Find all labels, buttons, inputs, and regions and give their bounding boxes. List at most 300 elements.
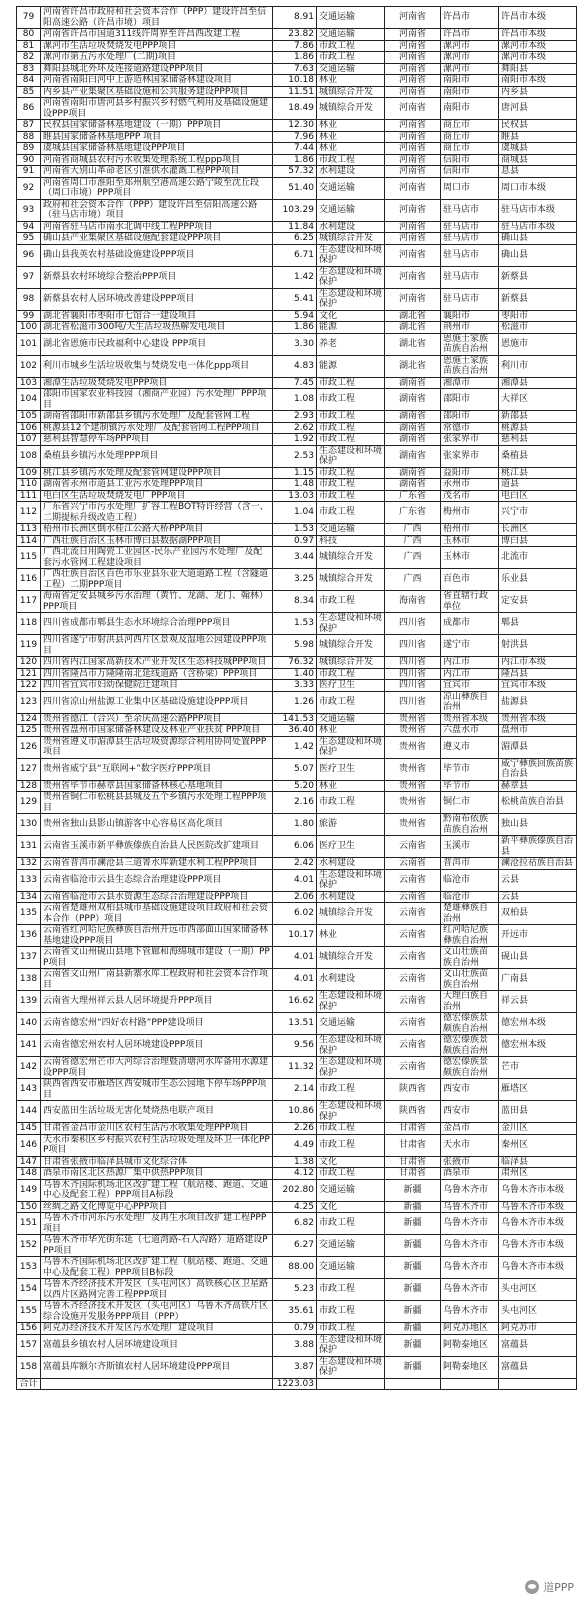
cell-no: 84 <box>17 75 41 87</box>
cell-county: 桑植县 <box>499 445 577 467</box>
cell-project-name: 云南省大理州祥云县人居环境提升PPP项目 <box>41 991 273 1013</box>
cell-province: 河南省 <box>385 154 441 166</box>
cell-province: 云南省 <box>385 1013 441 1035</box>
cell-investment-amount: 3.25 <box>273 569 317 591</box>
cell-county: 乌鲁木齐市本级 <box>499 1257 577 1279</box>
cell-investment-amount: 2.06 <box>273 891 317 903</box>
table-row <box>17 1156 577 1168</box>
cell-county: 内乡县 <box>499 86 577 98</box>
cell-county: 德宏州本级 <box>499 1035 577 1057</box>
cell-sector: 市政工程 <box>317 691 385 713</box>
cell-city: 南阳市 <box>441 86 499 98</box>
cell-province: 河南省 <box>385 266 441 288</box>
cell-sector: 养老 <box>317 333 385 355</box>
cell-project-name: 乌鲁木齐市河东污水处理厂及再生水项目改扩建工程PPP项目 <box>41 1213 273 1235</box>
cell-project-name: 云南省德宏州“四好农村路”PPP建设项目 <box>41 1013 273 1035</box>
cell-county: 乌鲁木齐市本级 <box>499 1201 577 1213</box>
table-row <box>17 713 577 725</box>
cell-no: 154 <box>17 1279 41 1301</box>
cell-sector: 市政工程 <box>317 377 385 389</box>
table-row <box>17 199 577 221</box>
cell-project-name: 乌鲁木齐国际机场北区改扩建工程（航站楼、跑道、交通中心及配套工程）PPP项目A标段 <box>41 1179 273 1201</box>
cell-sector: 市政工程 <box>317 502 385 524</box>
total-blank <box>41 1378 273 1390</box>
cell-investment-amount: 141.53 <box>273 713 317 725</box>
cell-no: 93 <box>17 199 41 221</box>
cell-investment-amount: 1.42 <box>273 266 317 288</box>
table-row <box>17 680 577 692</box>
cell-no: 115 <box>17 547 41 569</box>
cell-investment-amount: 16.62 <box>273 991 317 1013</box>
cell-province: 新疆 <box>385 1301 441 1323</box>
cell-investment-amount: 6.82 <box>273 1213 317 1235</box>
cell-no: 144 <box>17 1101 41 1123</box>
cell-county: 新蔡县 <box>499 288 577 310</box>
cell-investment-amount: 4.01 <box>273 869 317 891</box>
cell-sector: 交通运输 <box>317 29 385 41</box>
cell-province: 湖北省 <box>385 333 441 355</box>
cell-project-name: 甘肃省张掖市临泽县城市文化综合体 <box>41 1156 273 1168</box>
cell-project-name: 贵州省遵义市湄潭县生活垃圾资源综合利用协同处置PPP项目 <box>41 736 273 758</box>
table-row <box>17 434 577 446</box>
cell-no: 112 <box>17 502 41 524</box>
cell-city: 南阳市 <box>441 98 499 120</box>
cell-county: 独山县 <box>499 814 577 836</box>
table-row <box>17 98 577 120</box>
cell-no: 86 <box>17 98 41 120</box>
cell-project-name: 四川省隆昌市万隆隆南北延线道路（含桥梁）PPP项目 <box>41 668 273 680</box>
cell-city: 普洱市 <box>441 858 499 870</box>
cell-province: 贵州省 <box>385 780 441 792</box>
cell-no: 119 <box>17 635 41 657</box>
cell-project-name: 云南省红河哈尼族彝族自治州开远市西部面山国家储备林基地建设PPP项目 <box>41 925 273 947</box>
cell-investment-amount: 1.92 <box>273 434 317 446</box>
cell-city: 乌鲁木齐市 <box>441 1301 499 1323</box>
cell-sector: 生态建设和环境保护 <box>317 1057 385 1079</box>
cell-investment-amount: 8.34 <box>273 591 317 613</box>
cell-no: 105 <box>17 411 41 423</box>
cell-investment-amount: 3.88 <box>273 1334 317 1356</box>
cell-sector: 交通运输 <box>317 7 385 29</box>
cell-city: 西安市 <box>441 1079 499 1101</box>
cell-no: 123 <box>17 691 41 713</box>
table-row <box>17 1101 577 1123</box>
cell-county: 射洪县 <box>499 635 577 657</box>
cell-investment-amount: 2.42 <box>273 858 317 870</box>
cell-project-name: 云南省德宏州芒市大河综合治理暨清塘河水库备用水源建设PPP项目 <box>41 1057 273 1079</box>
cell-no: 153 <box>17 1257 41 1279</box>
cell-county: 息县 <box>499 166 577 178</box>
table-row <box>17 1134 577 1156</box>
cell-no: 95 <box>17 233 41 245</box>
cell-province: 甘肃省 <box>385 1123 441 1135</box>
cell-no: 98 <box>17 288 41 310</box>
cell-city: 宜宾市 <box>441 680 499 692</box>
cell-city: 临沧市 <box>441 891 499 903</box>
cell-county: 驻马店市本级 <box>499 221 577 233</box>
cell-province: 贵州省 <box>385 758 441 780</box>
cell-no: 104 <box>17 389 41 411</box>
table-row <box>17 63 577 75</box>
cell-city: 乌鲁木齐市 <box>441 1235 499 1257</box>
table-row <box>17 1323 577 1335</box>
table-row <box>17 322 577 334</box>
cell-investment-amount: 8.91 <box>273 7 317 29</box>
cell-no: 141 <box>17 1035 41 1057</box>
cell-city: 金昌市 <box>441 1123 499 1135</box>
total-amount: 1223.03 <box>273 1378 317 1390</box>
cell-province: 云南省 <box>385 891 441 903</box>
cell-county: 兴宁市 <box>499 502 577 524</box>
table-row <box>17 691 577 713</box>
table-row <box>17 1013 577 1035</box>
table-row <box>17 814 577 836</box>
cell-sector: 水利建设 <box>317 858 385 870</box>
table-row <box>17 1334 577 1356</box>
cell-city: 商丘市 <box>441 120 499 132</box>
table-row <box>17 411 577 423</box>
cell-project-name: 虞城县国家储备林基地建设PPP项目 <box>41 143 273 155</box>
cell-sector: 城镇综合开发 <box>317 635 385 657</box>
table-row <box>17 869 577 891</box>
cell-project-name: 贵州省铜仁市松桃县县城及五个乡镇污水处理工程PPP项目 <box>41 792 273 814</box>
cell-city: 毕节市 <box>441 780 499 792</box>
cell-county: 民权县 <box>499 120 577 132</box>
cell-province: 新疆 <box>385 1279 441 1301</box>
cell-sector: 市政工程 <box>317 40 385 52</box>
cell-sector: 市政工程 <box>317 411 385 423</box>
cell-sector: 市政工程 <box>317 792 385 814</box>
cell-no: 129 <box>17 792 41 814</box>
cell-sector: 能源 <box>317 355 385 377</box>
cell-province: 云南省 <box>385 1057 441 1079</box>
cell-city: 梅州市 <box>441 502 499 524</box>
cell-sector: 市政工程 <box>317 1279 385 1301</box>
cell-sector: 水利建设 <box>317 891 385 903</box>
cell-sector: 生态建设和环境保护 <box>317 244 385 266</box>
cell-city: 贵州省本级 <box>441 713 499 725</box>
cell-project-name: 政府和社会资本合作（PPP）建设许昌至信阳高速公路（驻马店市境）项目 <box>41 199 273 221</box>
cell-sector: 文化 <box>317 1201 385 1213</box>
cell-sector: 交通运输 <box>317 1179 385 1201</box>
cell-county: 新平彝族傣族自治县 <box>499 836 577 858</box>
cell-province: 甘肃省 <box>385 1156 441 1168</box>
cell-sector: 文化 <box>317 310 385 322</box>
cell-county: 乌鲁木齐市本级 <box>499 1179 577 1201</box>
table-row <box>17 891 577 903</box>
cell-city: 遵义市 <box>441 736 499 758</box>
cell-city: 成都市 <box>441 613 499 635</box>
cell-investment-amount: 1.53 <box>273 613 317 635</box>
cell-no: 94 <box>17 221 41 233</box>
cell-no: 82 <box>17 52 41 64</box>
cell-city: 酒泉市 <box>441 1168 499 1180</box>
cell-project-name: 广西壮族自治区玉林市博白县数据湖PPP项目 <box>41 535 273 547</box>
cell-county: 松桃苗族自治县 <box>499 792 577 814</box>
cell-sector: 城镇综合开发 <box>317 86 385 98</box>
cell-county: 桃源县 <box>499 422 577 434</box>
cell-province: 贵州省 <box>385 736 441 758</box>
cell-project-name: 甘肃省金昌市金川区农村生活污水收集处理PPP项目 <box>41 1123 273 1135</box>
cell-no: 91 <box>17 166 41 178</box>
table-row <box>17 467 577 479</box>
table-row <box>17 40 577 52</box>
cell-sector: 市政工程 <box>317 389 385 411</box>
cell-sector: 市政工程 <box>317 668 385 680</box>
cell-project-name: 梧州市长洲区倒水桂江公路大桥PPP项目 <box>41 524 273 536</box>
cell-county: 许昌市本级 <box>499 29 577 41</box>
table-row <box>17 569 577 591</box>
cell-province: 云南省 <box>385 991 441 1013</box>
cell-no: 99 <box>17 310 41 322</box>
cell-investment-amount: 13.03 <box>273 490 317 502</box>
cell-city: 天水市 <box>441 1134 499 1156</box>
cell-province: 新疆 <box>385 1323 441 1335</box>
cell-no: 136 <box>17 925 41 947</box>
cell-no: 102 <box>17 355 41 377</box>
cell-city: 六盘水市 <box>441 725 499 737</box>
cell-project-name: 河南省大别山革命老区引淮供水灌溉工程PPP项目 <box>41 166 273 178</box>
cell-city: 漯河市 <box>441 40 499 52</box>
table-row <box>17 177 577 199</box>
cell-county: 电白区 <box>499 490 577 502</box>
cell-city: 百色市 <box>441 569 499 591</box>
cell-city: 文山壮族苗族自治州 <box>441 947 499 969</box>
table-row <box>17 288 577 310</box>
table-row <box>17 1257 577 1279</box>
cell-project-name: 贵州省威宁县“互联网+”数字医疗PPP项目 <box>41 758 273 780</box>
cell-no: 128 <box>17 780 41 792</box>
cell-investment-amount: 1.08 <box>273 389 317 411</box>
cell-project-name: 河南省商城县农村污水收集处理系统工程ppp项目 <box>41 154 273 166</box>
cell-city: 乌鲁木齐市 <box>441 1279 499 1301</box>
cell-city: 凉山彝族自治州 <box>441 691 499 713</box>
cell-county: 确山县 <box>499 233 577 245</box>
cell-sector: 林业 <box>317 780 385 792</box>
cell-project-name: 四川省宜宾市妇幼保健院迁建项目 <box>41 680 273 692</box>
cell-sector: 生态建设和环境保护 <box>317 266 385 288</box>
cell-no: 155 <box>17 1301 41 1323</box>
cell-project-name: 云南省文山州砚山县地下管廊和海绵城市建设（一期）PPP项目 <box>41 947 273 969</box>
cell-county: 芒市 <box>499 1057 577 1079</box>
cell-province: 河南省 <box>385 143 441 155</box>
cell-province: 云南省 <box>385 947 441 969</box>
cell-investment-amount: 1.38 <box>273 1156 317 1168</box>
cell-investment-amount: 1.86 <box>273 322 317 334</box>
cell-province: 广西 <box>385 535 441 547</box>
cell-project-name: 河南省许昌市政府和社会资本合作（PPP）建设许昌至信阳高速公路（许昌市境）项目 <box>41 7 273 29</box>
cell-province: 湖南省 <box>385 467 441 479</box>
cell-county: 云县 <box>499 869 577 891</box>
cell-province: 河南省 <box>385 40 441 52</box>
cell-project-name: 新蔡县农村环境综合整治PPP项目 <box>41 266 273 288</box>
cell-city: 驻马店市 <box>441 199 499 221</box>
cell-city: 邵阳市 <box>441 389 499 411</box>
cell-project-name: 湖北省恩施市民政福利中心建设 PPP项目 <box>41 333 273 355</box>
cell-project-name: 电白区生活垃圾焚烧发电厂PPP项目 <box>41 490 273 502</box>
cell-no: 149 <box>17 1179 41 1201</box>
cell-investment-amount: 1.42 <box>273 736 317 758</box>
cell-sector: 生态建设和环境保护 <box>317 613 385 635</box>
cell-investment-amount: 6.27 <box>273 1235 317 1257</box>
cell-city: 许昌市 <box>441 7 499 29</box>
cell-investment-amount: 18.49 <box>273 98 317 120</box>
cell-sector: 市政工程 <box>317 591 385 613</box>
cell-sector: 林业 <box>317 131 385 143</box>
cell-city: 德宏傣族景颇族自治州 <box>441 1013 499 1035</box>
cell-city: 许昌市 <box>441 29 499 41</box>
cell-county: 郫县 <box>499 613 577 635</box>
cell-province: 湖南省 <box>385 434 441 446</box>
cell-investment-amount: 1.15 <box>273 467 317 479</box>
cell-city: 内江市 <box>441 668 499 680</box>
table-row <box>17 389 577 411</box>
cell-province: 新疆 <box>385 1257 441 1279</box>
cell-province: 四川省 <box>385 680 441 692</box>
cell-no: 132 <box>17 858 41 870</box>
cell-city: 商丘市 <box>441 143 499 155</box>
cell-sector: 城镇综合开发 <box>317 657 385 669</box>
cell-no: 87 <box>17 120 41 132</box>
cell-province: 新疆 <box>385 1201 441 1213</box>
cell-province: 河南省 <box>385 7 441 29</box>
cell-project-name: 云南省临沧市云县生态综合治理建设PPP项目 <box>41 869 273 891</box>
cell-no: 138 <box>17 969 41 991</box>
cell-investment-amount: 3.30 <box>273 333 317 355</box>
cell-no: 139 <box>17 991 41 1013</box>
cell-investment-amount: 11.84 <box>273 221 317 233</box>
cell-city: 西安市 <box>441 1101 499 1123</box>
cell-city: 漯河市 <box>441 52 499 64</box>
cell-province: 广西 <box>385 569 441 591</box>
cell-investment-amount: 3.87 <box>273 1356 317 1378</box>
cell-investment-amount: 10.18 <box>273 75 317 87</box>
cell-sector: 医疗卫生 <box>317 836 385 858</box>
cell-project-name: 河南省驻马店市南水北调中线工程PPP项目 <box>41 221 273 233</box>
cell-province: 广西 <box>385 547 441 569</box>
cell-city: 德宏傣族景颇族自治州 <box>441 1035 499 1057</box>
cell-province: 河南省 <box>385 131 441 143</box>
cell-county: 利川市 <box>499 355 577 377</box>
cell-no: 156 <box>17 1323 41 1335</box>
cell-no: 121 <box>17 668 41 680</box>
table-row <box>17 266 577 288</box>
table-row <box>17 1201 577 1213</box>
table-row <box>17 1179 577 1201</box>
cell-county: 开远市 <box>499 925 577 947</box>
cell-project-name: 云南省楚雄州双柏县城市基础设施建设项目政府和社会资本合作（PPP）项目 <box>41 903 273 925</box>
cell-no: 125 <box>17 725 41 737</box>
cell-province: 湖南省 <box>385 377 441 389</box>
cell-sector: 生态建设和环境保护 <box>317 1334 385 1356</box>
cell-no: 134 <box>17 891 41 903</box>
cell-county: 许昌市本级 <box>499 7 577 29</box>
cell-no: 133 <box>17 869 41 891</box>
cell-no: 142 <box>17 1057 41 1079</box>
cell-investment-amount: 7.96 <box>273 131 317 143</box>
cell-project-name: 贵州省毕节市赫章县国家储备林核心基地项目 <box>41 780 273 792</box>
cell-no: 116 <box>17 569 41 591</box>
cell-investment-amount: 4.25 <box>273 1201 317 1213</box>
cell-county: 博白县 <box>499 535 577 547</box>
cell-investment-amount: 5.41 <box>273 288 317 310</box>
table-row <box>17 903 577 925</box>
table-row <box>17 792 577 814</box>
cell-investment-amount: 1.26 <box>273 691 317 713</box>
cell-city: 恩施土家族苗族自治州 <box>441 333 499 355</box>
cell-county: 周口市本级 <box>499 177 577 199</box>
cell-investment-amount: 6.06 <box>273 836 317 858</box>
cell-project-name: 湖北省松滋市300吨/天生活垃圾热解发电项目 <box>41 322 273 334</box>
cell-no: 131 <box>17 836 41 858</box>
cell-province: 云南省 <box>385 836 441 858</box>
table-row <box>17 947 577 969</box>
cell-investment-amount: 4.12 <box>273 1168 317 1180</box>
table-row <box>17 1301 577 1323</box>
cell-investment-amount: 0.79 <box>273 1323 317 1335</box>
table-row <box>17 120 577 132</box>
cell-city: 毕节市 <box>441 758 499 780</box>
cell-county: 乐业县 <box>499 569 577 591</box>
cell-no: 124 <box>17 713 41 725</box>
cell-project-name: 广西壮族自治区百色市乐业县乐业大道道路工程（含隧道工程）二期PPP项目 <box>41 569 273 591</box>
cell-no: 118 <box>17 613 41 635</box>
cell-province: 云南省 <box>385 858 441 870</box>
cell-investment-amount: 12.30 <box>273 120 317 132</box>
cell-province: 海南省 <box>385 591 441 613</box>
table-row <box>17 29 577 41</box>
cell-project-name: 海南省定安县城乡污水治理（黄竹、龙湖、龙门、翰林）PPP项目 <box>41 591 273 613</box>
cell-sector: 生态建设和环境保护 <box>317 288 385 310</box>
cell-no: 151 <box>17 1213 41 1235</box>
cell-county: 大祥区 <box>499 389 577 411</box>
cell-sector: 生态建设和环境保护 <box>317 736 385 758</box>
cell-investment-amount: 1.53 <box>273 524 317 536</box>
cell-province: 四川省 <box>385 668 441 680</box>
cell-county: 长洲区 <box>499 524 577 536</box>
cell-province: 湖北省 <box>385 310 441 322</box>
cell-city: 省直辖行政单位 <box>441 591 499 613</box>
cell-city: 黔南布依族苗族自治州 <box>441 814 499 836</box>
cell-project-name: 丝绸之路文化博览中心PPP项目 <box>41 1201 273 1213</box>
table-row <box>17 925 577 947</box>
cell-county: 恩施市 <box>499 333 577 355</box>
cell-no: 106 <box>17 422 41 434</box>
cell-sector: 旅游 <box>317 814 385 836</box>
cell-project-name: 云南省临沧市云县水资源生态综合治理建设PPP项目 <box>41 891 273 903</box>
cell-city: 益阳市 <box>441 467 499 479</box>
cell-province: 河南省 <box>385 244 441 266</box>
cell-project-name: 广东省兴宁市污水处理厂扩容工程BOT特许经营（含一、二期提标升级改造工程） <box>41 502 273 524</box>
cell-no: 120 <box>17 657 41 669</box>
cell-county: 头屯河区 <box>499 1301 577 1323</box>
cell-investment-amount: 5.98 <box>273 635 317 657</box>
cell-city: 内江市 <box>441 657 499 669</box>
cell-sector: 水利建设 <box>317 221 385 233</box>
cell-county: 唐河县 <box>499 98 577 120</box>
cell-county: 富蕴县 <box>499 1334 577 1356</box>
cell-sector: 市政工程 <box>317 154 385 166</box>
cell-county: 湄潭县 <box>499 736 577 758</box>
cell-city: 乌鲁木齐市 <box>441 1257 499 1279</box>
cell-sector: 生态建设和环境保护 <box>317 1035 385 1057</box>
table-row <box>17 1123 577 1135</box>
cell-county: 道县 <box>499 479 577 491</box>
table-row <box>17 780 577 792</box>
cell-project-name: 确山县我英农村基础设施建设PPP项目 <box>41 244 273 266</box>
cell-no: 90 <box>17 154 41 166</box>
watermark <box>525 1579 574 1595</box>
